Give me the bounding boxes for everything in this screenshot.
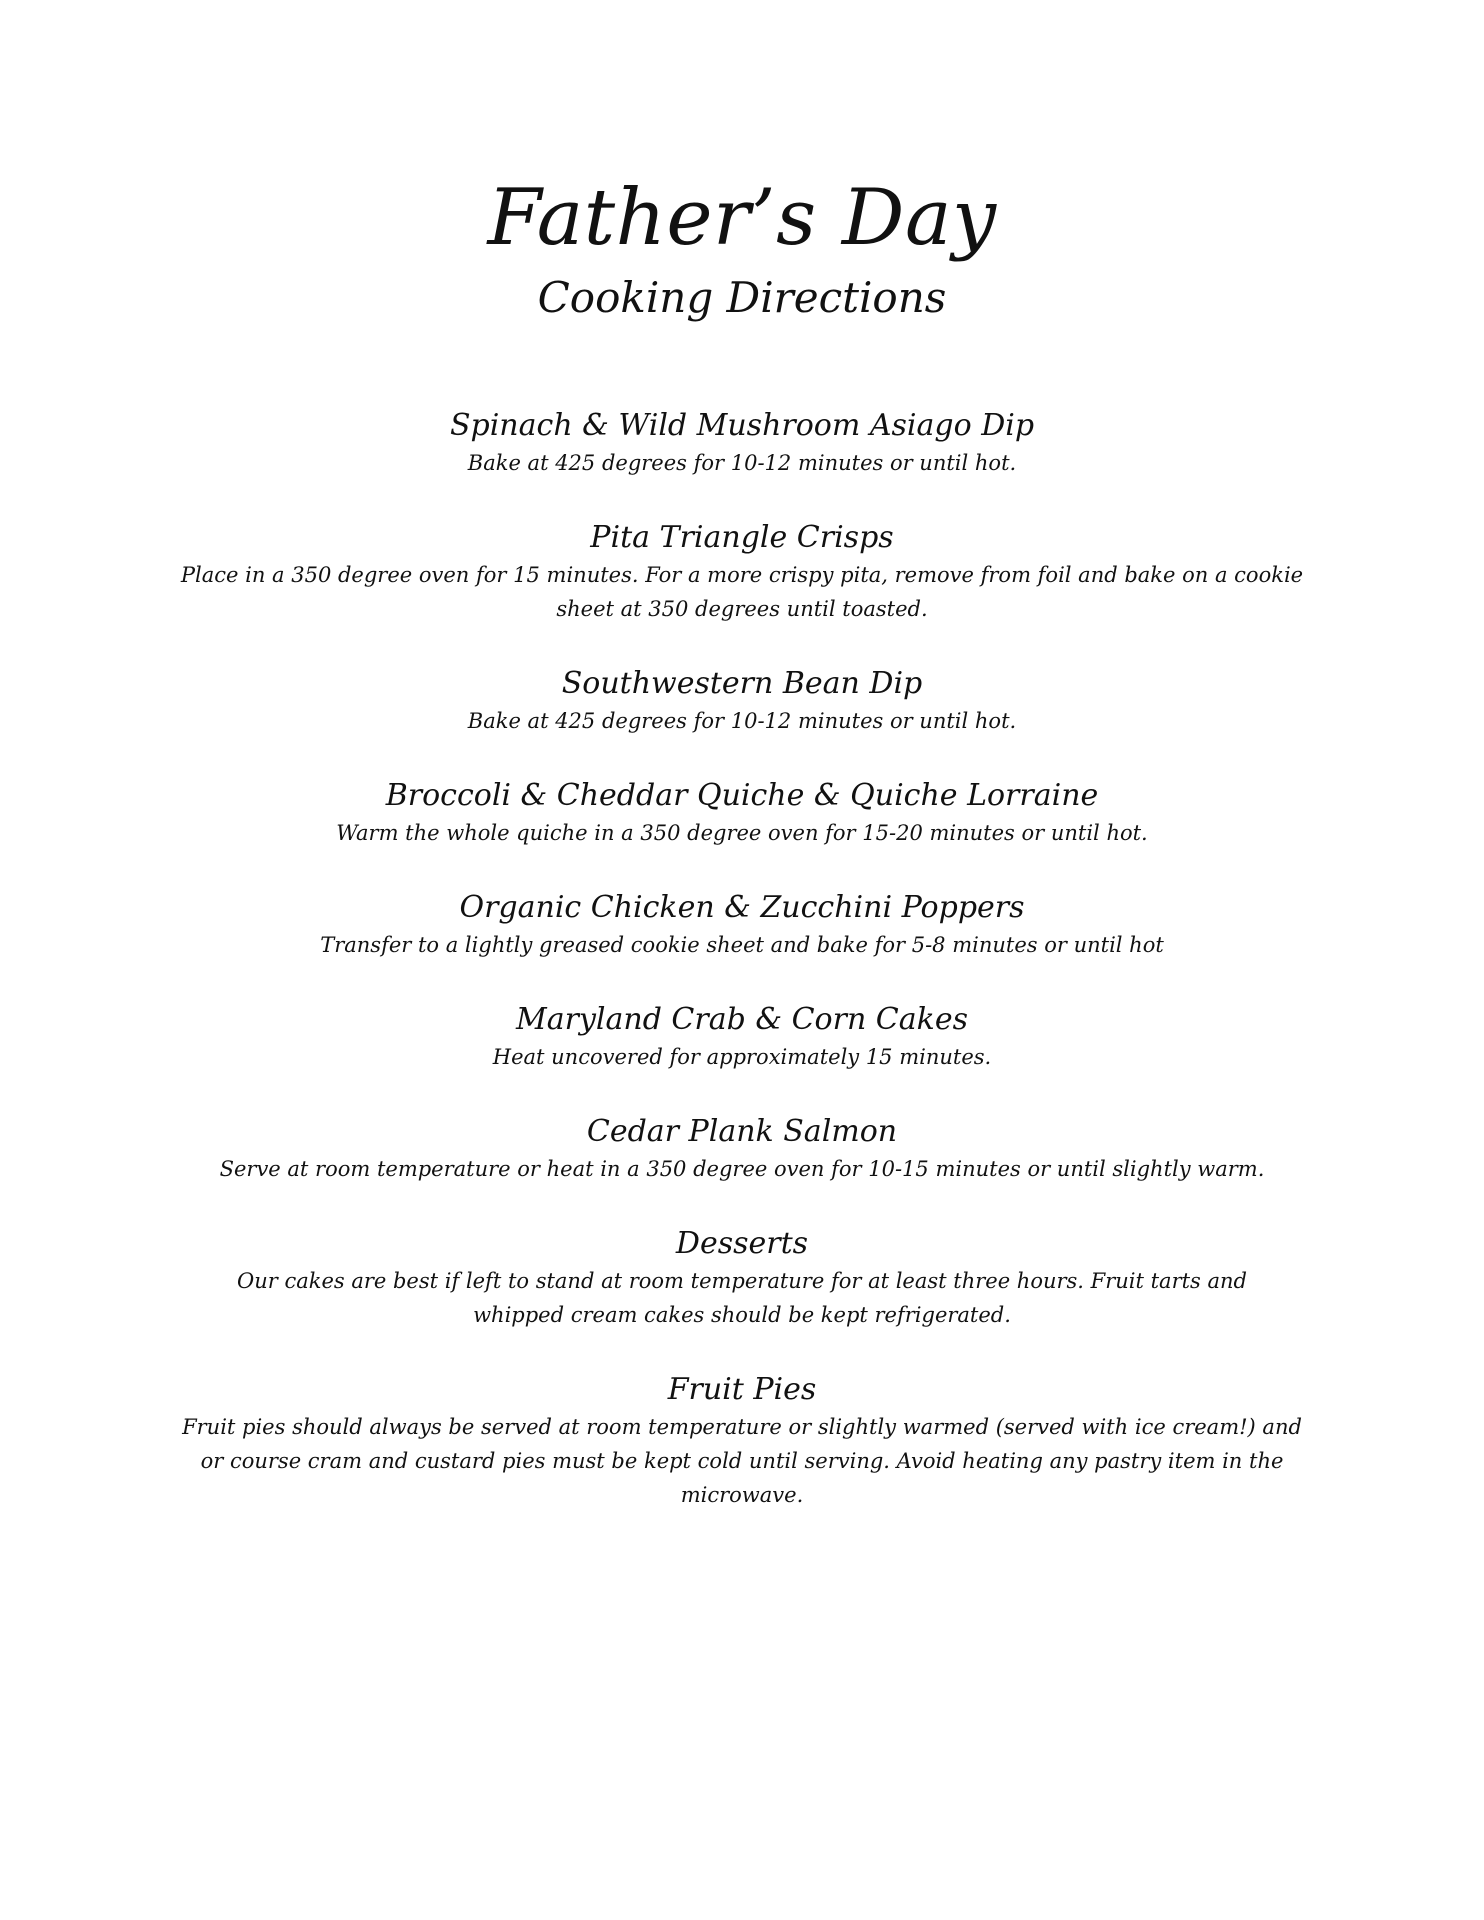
section-text: Heat uncovered for approximately 15 minutes.: [492, 1045, 992, 1069]
section-pita-crisps: [0, 518, 1484, 626]
section-fruit-pies: [0, 1370, 1484, 1512]
section-text: Bake at 425 degrees for 10-12 minutes or until hot.: [467, 709, 1017, 733]
page-title: Father’s Day: [487, 173, 997, 263]
section-title: Organic Chicken & Zucchini Poppers: [459, 890, 1025, 925]
section-text: Bake at 425 degrees for 10-12 minutes or until hot.: [467, 451, 1017, 475]
section-title: Desserts: [675, 1226, 809, 1261]
section-desserts: [0, 1224, 1484, 1332]
section-title: Cedar Plank Salmon: [586, 1114, 898, 1149]
section-title: Fruit Pies: [667, 1372, 817, 1407]
section-title: Pita Triangle Crisps: [590, 520, 894, 555]
section-title: Broccoli & Cheddar Quiche & Quiche Lorraine: [385, 778, 1099, 813]
section-text: Our cakes are best if left to stand at room temperature for at least three hours. Fruit tarts and whipped cream cakes should be kept refrigerated.: [236, 1269, 1247, 1327]
section-title: Spinach & Wild Mushroom Asiago Dip: [449, 408, 1035, 443]
section-poppers: [0, 888, 1484, 962]
section-bean-dip: [0, 664, 1484, 738]
section-text: Place in a 350 degree oven for 15 minutes. For a more crispy pita, remove from foil and bake on a cookie sheet at 350 degrees until toasted.: [180, 563, 1304, 621]
section-quiche: [0, 776, 1484, 850]
section-text: Serve at room temperature or heat in a 350 degree oven for 10-15 minutes or until slightly warm.: [219, 1157, 1265, 1181]
section-spinach-dip: [0, 406, 1484, 480]
section-text: Warm the whole quiche in a 350 degree oven for 15-20 minutes or until hot.: [336, 821, 1148, 845]
page-subtitle: Cooking Directions: [537, 273, 947, 322]
directions-list: [0, 406, 1484, 1512]
section-text: Transfer to a lightly greased cookie sheet and bake for 5-8 minutes or until hot: [320, 933, 1164, 957]
section-salmon: [0, 1112, 1484, 1186]
section-title: Southwestern Bean Dip: [561, 666, 923, 701]
section-crab-cakes: [0, 1000, 1484, 1074]
section-text: Fruit pies should always be served at room temperature or slightly warmed (served with ice cream!) and or course cram and custard pies must be kept cold until serving. Avoid heating any pastry item in the microwave.: [182, 1415, 1302, 1507]
section-title: Maryland Crab & Corn Cakes: [516, 1002, 968, 1037]
